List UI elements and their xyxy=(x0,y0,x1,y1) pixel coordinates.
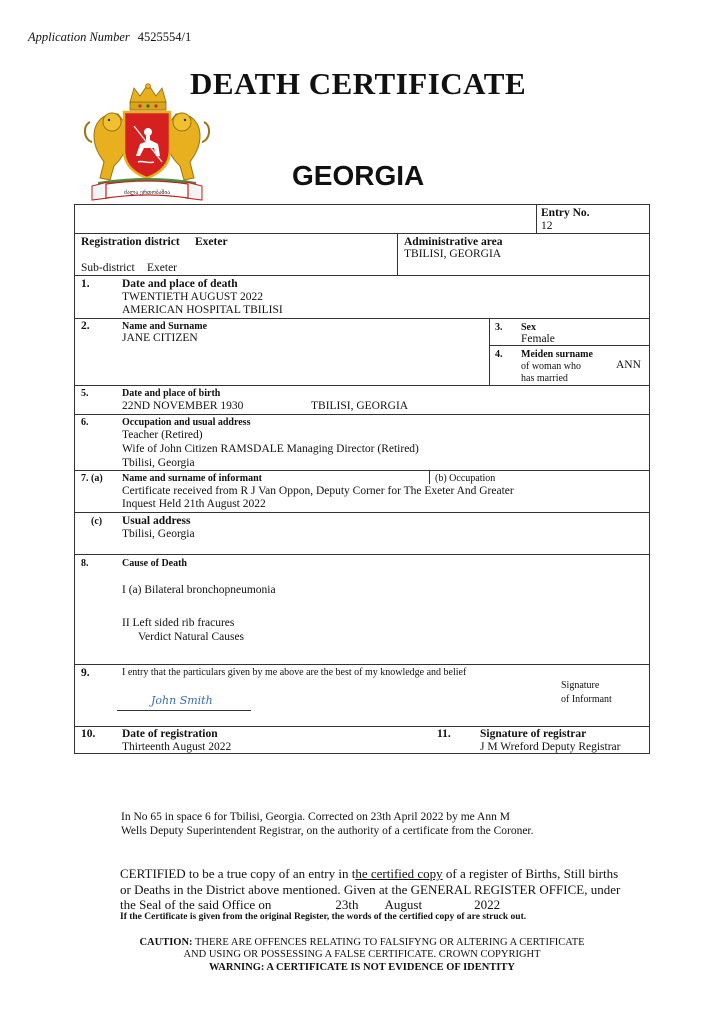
certified-line-2: or Deaths in the District above mentioned. Given at the GENERAL REGISTER OFFICE, under xyxy=(120,882,621,897)
place-of-death: AMERICAN HOSPITAL TBILISI xyxy=(122,304,283,316)
warning-line: WARNING: A CERTIFICATE IS NOT EVIDENCE OF IDENTITY xyxy=(208,962,516,973)
coat-of-arms-icon xyxy=(78,82,216,202)
occupation-line-3: Tbilisi, Georgia xyxy=(122,457,195,469)
caution-line-2: AND USING OR POSSESSING A FALSE CERTIFICATE. CROWN COPYRIGHT xyxy=(183,949,541,960)
application-number-label: Application Number xyxy=(28,30,130,44)
occupation-line-2: Wife of John Citizen RAMSDALE Managing Director (Retired) xyxy=(122,443,419,455)
usual-address-label: Usual address xyxy=(122,515,191,527)
maiden-surname: ANN xyxy=(616,359,641,371)
entry-no-label: Entry No. xyxy=(541,207,590,219)
right-lion-icon xyxy=(170,113,209,180)
field-4-number: 4. xyxy=(495,349,503,360)
place-of-birth: TBILISI, GEORGIA xyxy=(311,400,409,412)
field-9-number: 9. xyxy=(81,667,90,679)
registrar-signature-label: Signature of registrar xyxy=(480,728,587,740)
occupation-address-label: Occupation and usual address xyxy=(122,417,251,428)
registration-district: Exeter xyxy=(195,236,228,248)
sex-label: Sex xyxy=(521,322,536,333)
entry-no: 12 xyxy=(541,220,553,232)
signature-label-1: Signature xyxy=(561,680,600,691)
field-6-number: 6. xyxy=(81,417,89,428)
certified-line-1: CERTIFIED to be a true copy of an entry in the certified copy of a register of Births, Still births xyxy=(120,866,619,881)
date-of-registration: Thirteenth August 2022 xyxy=(122,741,232,753)
left-lion-icon xyxy=(85,113,124,180)
informant-signature: John Smith xyxy=(151,694,213,707)
registrar-signature: J M Wreford Deputy Registrar xyxy=(480,741,621,753)
field-7c-number: (c) xyxy=(91,516,103,527)
maiden-surname-label: Meiden surname xyxy=(521,349,593,360)
cause-line-2: II Left sided rib fracures xyxy=(122,617,235,629)
informant-occupation-label: (b) Occupation xyxy=(435,473,496,484)
certified-day: 23th xyxy=(335,897,359,912)
signature-label-2: of Informant xyxy=(561,694,612,705)
registration-district-label: Registration district xyxy=(81,236,180,248)
date-of-birth: 22ND NOVEMBER 1930 xyxy=(122,400,244,412)
signature-line xyxy=(117,710,251,711)
maiden-surname-sub2: has married xyxy=(521,373,568,384)
sub-district: Exeter xyxy=(147,262,178,274)
cause-of-death-label: Cause of Death xyxy=(122,558,187,569)
sex-value: Female xyxy=(521,333,555,345)
informant-label: Name and surname of informant xyxy=(122,473,262,484)
administrative-area: TBILISI, GEORGIA xyxy=(404,248,502,260)
country-heading: GEORGIA xyxy=(292,160,425,191)
certificate-form xyxy=(74,204,650,754)
informant-line-1: Certificate received from R J Van Oppon, Deputy Corner for The Exeter And Greater xyxy=(122,485,514,497)
field-7a-number: 7. (a) xyxy=(81,473,103,484)
certified-month: August xyxy=(384,897,423,912)
ribbon-text: ძალა ერთობაშია xyxy=(123,190,171,196)
certified-footnote: If the Certificate is given from the original Register, the words of the certified copy of are struck out. xyxy=(120,912,527,922)
deceased-name: JANE CITIZEN xyxy=(122,332,198,344)
name-surname-label: Name and Surname xyxy=(122,321,208,332)
date-of-registration-label: Date of registration xyxy=(122,728,218,740)
certified-year: 2022 xyxy=(474,897,501,912)
field-11-number: 11. xyxy=(437,728,451,740)
field-10-number: 10. xyxy=(81,728,96,740)
declaration-text: I entry that the particulars given by me above are the best of my knowledge and belief xyxy=(122,667,467,678)
certified-copy-underlined: he certified copy xyxy=(355,866,443,881)
field-8-number: 8. xyxy=(81,558,89,569)
field-2-number: 2. xyxy=(81,320,90,332)
field-5-number: 5. xyxy=(81,388,89,399)
correction-note-line-2: Wells Deputy Superintendent Registrar, on the authority of a certificate from the Coroner. xyxy=(121,825,534,837)
caution-label: CAUTION: xyxy=(139,937,193,948)
date-place-death-label: Date and place of death xyxy=(122,278,238,290)
field-3-number: 3. xyxy=(495,322,503,333)
application-number: 4525554/1 xyxy=(137,30,192,44)
correction-note-line-1: In No 65 in space 6 for Tbilisi, Georgia. Corrected on 23th April 2022 by me Ann M xyxy=(121,811,510,823)
informant-line-2: Inquest Held 21th August 2022 xyxy=(122,498,266,510)
application-number-line xyxy=(28,30,191,45)
date-of-death: TWENTIETH AUGUST 2022 xyxy=(122,291,263,303)
cause-line-1: I (a) Bilateral bronchopneumonia xyxy=(122,584,276,596)
usual-address: Tbilisi, Georgia xyxy=(122,528,195,540)
caution-line-1: CAUTION: THERE ARE OFFENCES RELATING TO FALSIFYNG OR ALTERING A CERTIFICATE xyxy=(139,937,585,948)
administrative-area-label: Administrative area xyxy=(404,236,503,248)
shield-icon xyxy=(124,112,170,178)
field-1-number: 1. xyxy=(81,278,90,290)
occupation-line-1: Teacher (Retired) xyxy=(122,429,203,441)
date-place-birth-label: Date and place of birth xyxy=(122,388,221,399)
cause-line-3: Verdict Natural Causes xyxy=(138,631,245,643)
certified-line-3: the Seal of the said Office on 23th August 2022 xyxy=(120,897,501,912)
crown-icon xyxy=(130,84,166,111)
sub-district-label: Sub-district xyxy=(81,262,135,274)
document-title: DEATH CERTIFICATE xyxy=(190,66,527,101)
maiden-surname-sub1: of woman who xyxy=(521,361,581,372)
